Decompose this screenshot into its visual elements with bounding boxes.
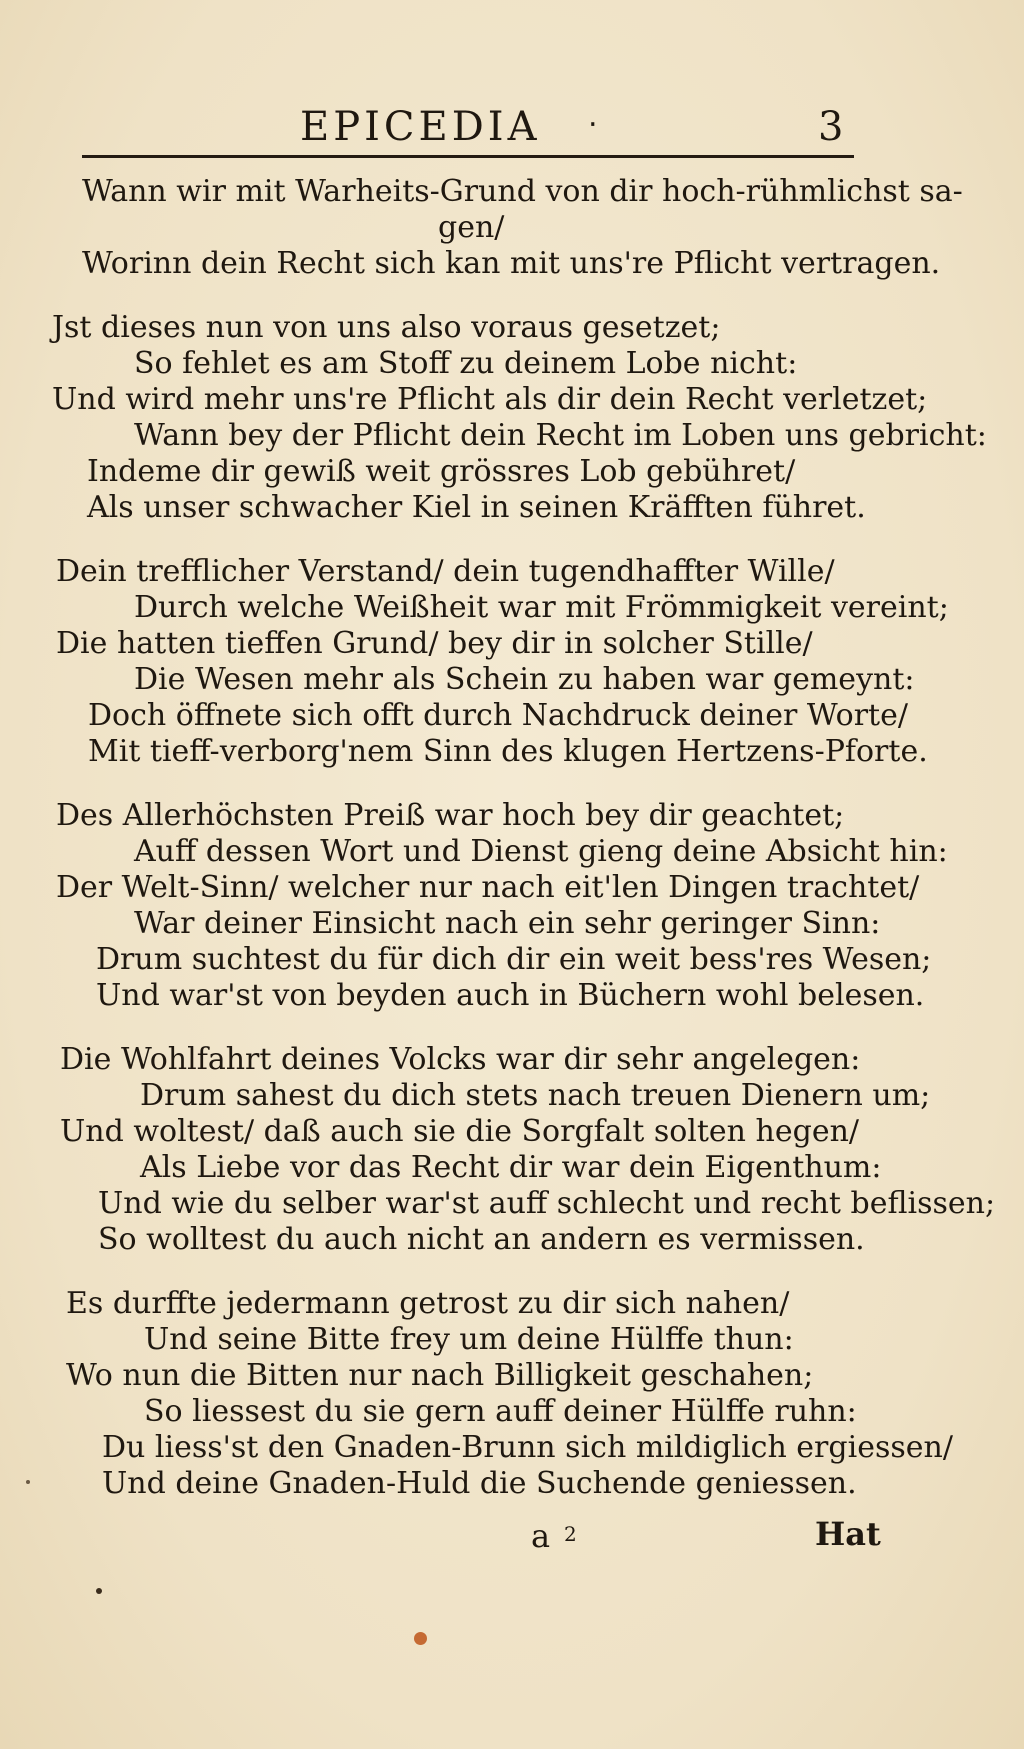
verse-line: So liessest du sie gern auff deiner Hülffe ruhn: xyxy=(144,1394,857,1429)
verse-line: Der Welt-Sinn/ welcher nur nach eit'len Dingen trachtet/ xyxy=(56,870,920,905)
verse-line: Die Wohlfahrt deines Volcks war dir sehr angelegen: xyxy=(60,1042,861,1077)
verse-line: Drum suchtest du für dich dir ein weit bess'res Wesen; xyxy=(96,942,932,977)
verse-line: Und wird mehr uns're Pflicht als dir dein Recht verletzet; xyxy=(52,382,928,417)
verse-line: Wo nun die Bitten nur nach Billigkeit geschahen; xyxy=(66,1358,814,1393)
verse-line: Doch öffnete sich offt durch Nachdruck deiner Worte/ xyxy=(88,698,908,733)
page-number: 3 xyxy=(818,104,844,150)
verse-line: So fehlet es am Stoff zu deinem Lobe nicht: xyxy=(134,346,798,381)
verse-line: Und wie du selber war'st auff schlecht und recht beflissen; xyxy=(98,1186,996,1221)
verse-line: Als Liebe vor das Recht dir war dein Eigenthum: xyxy=(140,1150,882,1185)
verse-line: Mit tieff-verborg'nem Sinn des klugen Hertzens-Pforte. xyxy=(88,734,928,769)
verse-line: Es durffte jedermann getrost zu dir sich nahen/ xyxy=(66,1286,790,1321)
verse-line: Die Wesen mehr als Schein zu haben war gemeynt: xyxy=(134,662,915,697)
signature-mark-letter: a xyxy=(531,1517,551,1555)
verse-line: Worinn dein Recht sich kan mit uns're Pflicht vertragen. xyxy=(82,246,941,281)
verse-line: Und seine Bitte frey um deine Hülffe thun: xyxy=(144,1322,794,1357)
ink-spot xyxy=(26,1480,30,1484)
verse-line: Jst dieses nun von uns also voraus gesetzet; xyxy=(52,310,721,345)
verse-line: So wolltest du auch nicht an andern es vermissen. xyxy=(98,1222,865,1257)
verse-line: Des Allerhöchsten Preiß war hoch bey dir geachtet; xyxy=(56,798,845,833)
verse-line: War deiner Einsicht nach ein sehr geringer Sinn: xyxy=(134,906,881,941)
signature-mark-number: 2 xyxy=(564,1522,577,1546)
running-head-title: EPICEDIA xyxy=(300,104,541,150)
ink-spot xyxy=(414,1632,427,1645)
verse-line: Als unser schwacher Kiel in seinen Kräfften führet. xyxy=(87,490,866,525)
verse-line: Indeme dir gewiß weit grössres Lob gebühret/ xyxy=(87,454,796,489)
verse-line: Auff dessen Wort und Dienst gieng deine Absicht hin: xyxy=(134,834,948,869)
verse-line: Du liess'st den Gnaden-Brunn sich mildiglich ergiessen/ xyxy=(102,1430,953,1465)
catchword: Hat xyxy=(815,1515,881,1553)
verse-line: Wann wir mit Warheits-Grund von dir hoch-rühmlichst sa- xyxy=(82,174,963,209)
ink-spot xyxy=(96,1588,102,1594)
running-head-punctuation: ‧ xyxy=(588,108,598,143)
verse-line: Wann bey der Pflicht dein Recht im Loben uns gebricht: xyxy=(134,418,987,453)
verse-line: Die hatten tieffen Grund/ bey dir in solcher Stille/ xyxy=(56,626,813,661)
verse-line: Durch welche Weißheit war mit Frömmigkeit vereint; xyxy=(134,590,949,625)
verse-line: Und woltest/ daß auch sie die Sorgfalt solten hegen/ xyxy=(60,1114,859,1149)
header-rule xyxy=(82,155,854,158)
verse-line: Dein trefflicher Verstand/ dein tugendhaffter Wille/ xyxy=(56,554,835,589)
verse-line: Drum sahest du dich stets nach treuen Dienern um; xyxy=(140,1078,931,1113)
verse-line: gen/ xyxy=(438,210,505,245)
verse-line: Und deine Gnaden-Huld die Suchende geniessen. xyxy=(102,1466,857,1501)
verse-line: Und war'st von beyden auch in Büchern wohl belesen. xyxy=(96,978,925,1013)
